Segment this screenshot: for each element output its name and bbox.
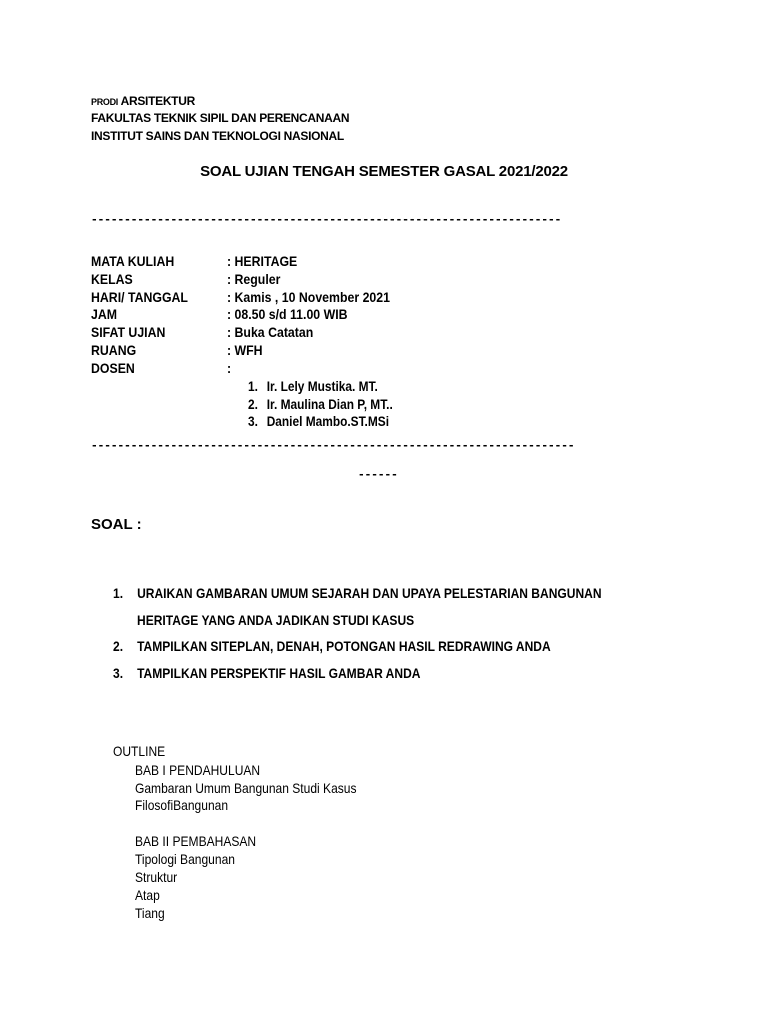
- lecturer-item: [248, 396, 393, 412]
- mata-kuliah-label: MATA KULIAH: [91, 253, 175, 269]
- kelas-value: : Reguler: [227, 271, 281, 287]
- separator-bottom-tail: ------: [358, 468, 398, 481]
- outline-item: Struktur: [135, 869, 178, 885]
- soal-heading: SOAL :: [91, 516, 142, 533]
- lecturer-item: [248, 378, 378, 394]
- outline-bab-2: BAB II PEMBAHASAN: [135, 833, 257, 849]
- lecturer-number: 2.: [248, 396, 258, 412]
- lecturer-name: Ir. Maulina Dian P, MT..: [266, 396, 393, 412]
- lecturer-number: 3.: [248, 413, 258, 429]
- outline-bab-1: BAB I PENDAHULUAN: [135, 762, 261, 778]
- kelas-label: KELAS: [91, 271, 133, 287]
- question-number: 1.: [113, 585, 124, 601]
- exam-title: SOAL UJIAN TENGAH SEMESTER GASAL 2021/2022: [200, 163, 568, 180]
- question-text: TAMPILKAN SITEPLAN, DENAH, POTONGAN HASIL REDRAWING ANDA: [137, 638, 551, 654]
- lecturer-item: [248, 413, 389, 429]
- ruang-label: RUANG: [91, 342, 137, 358]
- lecturer-number: 1.: [248, 378, 258, 394]
- outline-item: Tipologi Bangunan: [135, 851, 235, 867]
- hari-tanggal-value: : Kamis , 10 November 2021: [227, 289, 390, 305]
- hari-tanggal-label: HARI/ TANGGAL: [91, 289, 188, 305]
- outline-item: Tiang: [135, 905, 165, 921]
- question-number: 3.: [113, 665, 124, 681]
- question-item: [113, 665, 420, 681]
- sifat-ujian-value: : Buka Catatan: [227, 324, 314, 340]
- separator-top: -----------------------------------------------------------------------: [91, 213, 562, 226]
- lecturer-name: Daniel Mambo.ST.MSi: [266, 413, 390, 429]
- question-text: TAMPILKAN PERSPEKTIF HASIL GAMBAR ANDA: [137, 665, 421, 681]
- separator-bottom: -------------------------------------------------------------------------: [91, 439, 575, 452]
- jam-label: JAM: [91, 306, 118, 322]
- question-item: [113, 638, 551, 654]
- mata-kuliah-value: : HERITAGE: [227, 253, 298, 269]
- question-text-continuation: HERITAGE YANG ANDA JADIKAN STUDI KASUS: [137, 612, 415, 628]
- outline-item: FilosofiBangunan: [135, 797, 229, 813]
- question-text: URAIKAN GAMBARAN UMUM SEJARAH DAN UPAYA PELESTARIAN BANGUNAN: [137, 585, 602, 601]
- prodi-name: ARSITEKTUR: [120, 94, 195, 108]
- outline-item: Gambaran Umum Bangunan Studi Kasus: [135, 780, 357, 796]
- outline-title: OUTLINE: [113, 743, 166, 759]
- sifat-ujian-label: SIFAT UJIAN: [91, 324, 166, 340]
- faculty-line: FAKULTAS TEKNIK SIPIL DAN PERENCANAAN: [91, 111, 350, 125]
- lecturer-name: Ir. Lely Mustika. MT.: [266, 378, 378, 394]
- outline-item: Atap: [135, 887, 160, 903]
- prodi-line: [91, 94, 195, 108]
- question-number: 2.: [113, 638, 124, 654]
- prodi-prefix: PRODI: [91, 97, 119, 107]
- jam-value: : 08.50 s/d 11.00 WIB: [227, 306, 348, 322]
- ruang-value: : WFH: [227, 342, 263, 358]
- institute-line: INSTITUT SAINS DAN TEKNOLOGI NASIONAL: [91, 129, 344, 143]
- dosen-value: :: [227, 360, 232, 376]
- dosen-label: DOSEN: [91, 360, 135, 376]
- question-item: [113, 585, 602, 601]
